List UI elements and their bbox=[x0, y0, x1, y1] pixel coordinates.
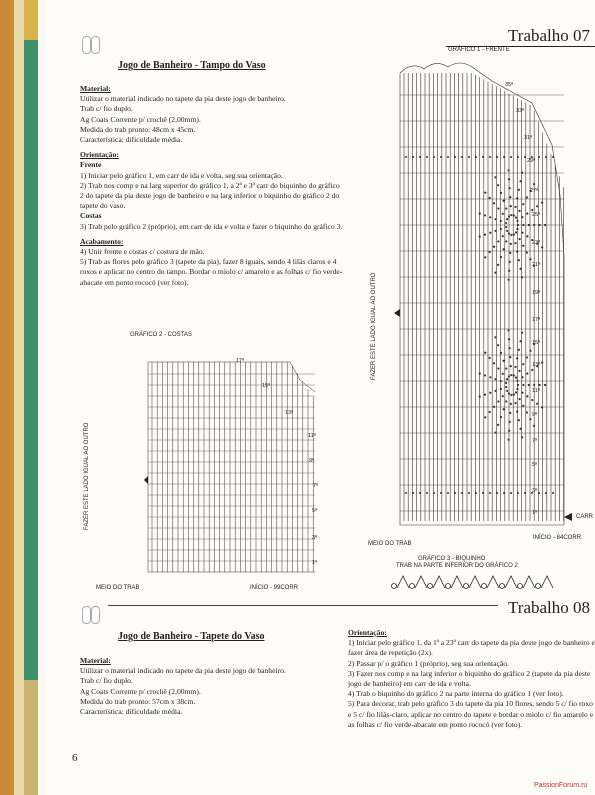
row-label: 33ª bbox=[516, 108, 525, 114]
text-line: 4) Trab o biquinho do gráfico 2 na parte interna do gráfico 1 (ver foto). bbox=[348, 689, 564, 699]
section-heading: Trabalho 07 bbox=[508, 26, 591, 45]
row-label: 21ª bbox=[532, 262, 541, 268]
row-label: 15ª bbox=[262, 383, 271, 389]
row-label: 1ª bbox=[312, 560, 318, 566]
text-line: Ag Coats Corrente p/ crochê (2,00mm). bbox=[80, 114, 201, 124]
frente-label: Frente bbox=[80, 160, 102, 170]
row-label: 19ª bbox=[532, 290, 541, 296]
watermark: PassionForum.ru bbox=[534, 782, 588, 789]
text-line: Característica: dificuldade média. bbox=[80, 135, 183, 145]
row-label: 27ª bbox=[530, 188, 539, 194]
acabamento-heading: Acabamento: bbox=[80, 236, 124, 246]
page bbox=[46, 0, 595, 795]
text-line: Trab c/ fio duplo. bbox=[80, 676, 133, 686]
material-list bbox=[80, 666, 320, 717]
material-heading: Material: bbox=[80, 84, 111, 93]
costas-list bbox=[80, 222, 345, 232]
row-label: 5ª bbox=[312, 508, 318, 514]
graph1-start-label: INÍCIO - 84CORR bbox=[533, 535, 582, 541]
row-label: 25ª bbox=[532, 212, 541, 218]
flower-icon bbox=[80, 34, 102, 58]
row-label: 13ª bbox=[285, 410, 294, 416]
acabamento-list bbox=[80, 247, 345, 288]
row-label: 17ª bbox=[532, 317, 541, 323]
text-line: Característica: dificuldade média. bbox=[80, 707, 183, 717]
row-label: 15ª bbox=[532, 340, 541, 346]
row-label: 7ª bbox=[532, 438, 538, 444]
graph1-chart bbox=[392, 55, 572, 535]
graph2-middle-label: MEIO DO TRAB bbox=[96, 585, 140, 591]
orientation-list bbox=[348, 638, 595, 730]
text-line: Utilizar o material indicado no tapete da pia deste jogo de banheiro. bbox=[80, 666, 286, 676]
row-label: 23ª bbox=[532, 240, 541, 246]
magazine-spine bbox=[0, 0, 46, 795]
row-label: 3ª bbox=[532, 488, 538, 494]
text-line: 1) Iniciar pelo gráfico 1, da 1ª a 23ª carr do tapete da pia deste jogo de banheiro e fazer área de repetição (2x). bbox=[348, 638, 595, 658]
graph1-middle-label: MEIO DO TRAB bbox=[368, 541, 412, 547]
row-label: 5ª bbox=[532, 462, 538, 468]
graph3-subtitle: TRAB NA PARTE INFERIOR DO GRÁFICO 2 bbox=[396, 563, 518, 569]
row-label: 9ª bbox=[532, 412, 538, 418]
text-line: Medida do trab pronto: 48cm x 45cm. bbox=[80, 124, 196, 134]
row-label: 9ª bbox=[309, 458, 315, 464]
graph3-picots bbox=[392, 576, 554, 589]
row-label: 1ª bbox=[532, 510, 538, 516]
graph1-side-label: FAZER ESTE LADO IGUAL AO OUTRO bbox=[371, 272, 377, 380]
row-label: 7ª bbox=[313, 483, 319, 489]
section1-text bbox=[80, 84, 345, 288]
section-heading: Trabalho 08 bbox=[508, 598, 591, 617]
text-line: 2) Passar p/ o gráfico 1 (próprio), seg sua orientação. bbox=[348, 658, 509, 668]
text-line: 5) Trab as flores pelo gráfico 3 (tapete da pia), fazer 8 iguais, sendo 4 lilás claros e 4 roxos e aplicar no centro do tampo. Bordar o miolo c/ amarelo e as folhas c/ fio verde-abacate em ponto rococó (ver foto). bbox=[80, 257, 343, 287]
row-label: 3ª bbox=[312, 535, 318, 541]
graph2-side-label: FAZER ESTE LADO IGUAL AO OUTRO bbox=[84, 422, 90, 530]
text-line: 2) Trab nos comp e na larg superior do gráfico 1, a 2ª e 3ª carr do biquinho do gráfico 2 do tapete da pia deste jogo de banheiro e na larg inferior o biquinho do gráfico 2 do tapete do vaso. bbox=[80, 180, 340, 211]
text-line: 3) Trab pelo gráfico 2 (próprio), em carr de ida e volta e fazer o biquinho do gráfico 3. bbox=[80, 221, 343, 231]
graph3-chart bbox=[386, 572, 566, 594]
orientation-heading: Orientação: bbox=[348, 628, 387, 637]
text-line: 5) Para decorar, trab pelo gráfico 3 do tapete da pia 10 flores, sendo 5 c/ fio roxo e 5 c/ fio lilás-claro, aplicar no centro do tapete e bordar o miolo c/ fio amarelo e as folhas c/ fio verde-abacate em ponto rococó (ver foto). bbox=[348, 699, 594, 729]
row-label: 13ª bbox=[532, 362, 541, 368]
page-number: 6 bbox=[72, 752, 78, 764]
section2-material bbox=[80, 656, 320, 717]
row-label: 29ª bbox=[527, 158, 536, 164]
row-label: 11ª bbox=[308, 433, 316, 439]
graph2-title: GRÁFICO 2 - COSTAS bbox=[130, 332, 192, 338]
section-title: Jogo de Banheiro - Tapete do Vaso bbox=[118, 631, 265, 642]
text-line: Medida do trab pronto: 57cm x 38cm. bbox=[80, 696, 196, 706]
section-title: Jogo de Banheiro - Tampo do Vaso bbox=[118, 60, 266, 71]
graph1-title: GRÁFICO 1 - FRENTE bbox=[448, 47, 510, 53]
text-line: Utilizar o material indicado no tapete da pia deste jogo de banheiro. bbox=[80, 94, 286, 104]
material-heading: Material: bbox=[80, 656, 111, 665]
graph2-start-label: INÍCIO - 99CORR bbox=[250, 585, 299, 591]
orientation-heading: Orientação: bbox=[80, 150, 119, 160]
row-label: 35ª bbox=[505, 82, 514, 88]
material-list bbox=[80, 94, 345, 145]
text-line: 4) Unir frente e costas c/ costura de mão. bbox=[80, 247, 205, 257]
section2-orientation bbox=[348, 628, 595, 730]
text-line: 1) Iniciar pelo gráfico 1, em carr de ida e volta, seg sua orientação. bbox=[80, 170, 283, 180]
frente-list bbox=[80, 171, 345, 212]
text-line: Trab c/ fio duplo. bbox=[80, 104, 133, 114]
text-line: 3) Fazer nos comp e na larg inferior o biquinho do gráfico 2 (tapete da pia deste jogo de banheiro) em carr de ida e volta. bbox=[348, 668, 591, 689]
costas-label: Costas bbox=[80, 211, 102, 221]
graph3-title: GRÁFICO 3 - BIQUINHO bbox=[418, 556, 486, 562]
text-line: Ag Coats Corrente p/ crochê (2,00mm). bbox=[80, 686, 201, 696]
row-label: 11ª bbox=[532, 388, 540, 394]
heading-rule bbox=[108, 605, 498, 606]
flower-icon bbox=[80, 604, 102, 628]
graph1-edge-label: CARR bbox=[576, 514, 594, 520]
row-label: 17ª bbox=[236, 358, 245, 364]
row-label: 31ª bbox=[524, 135, 533, 141]
